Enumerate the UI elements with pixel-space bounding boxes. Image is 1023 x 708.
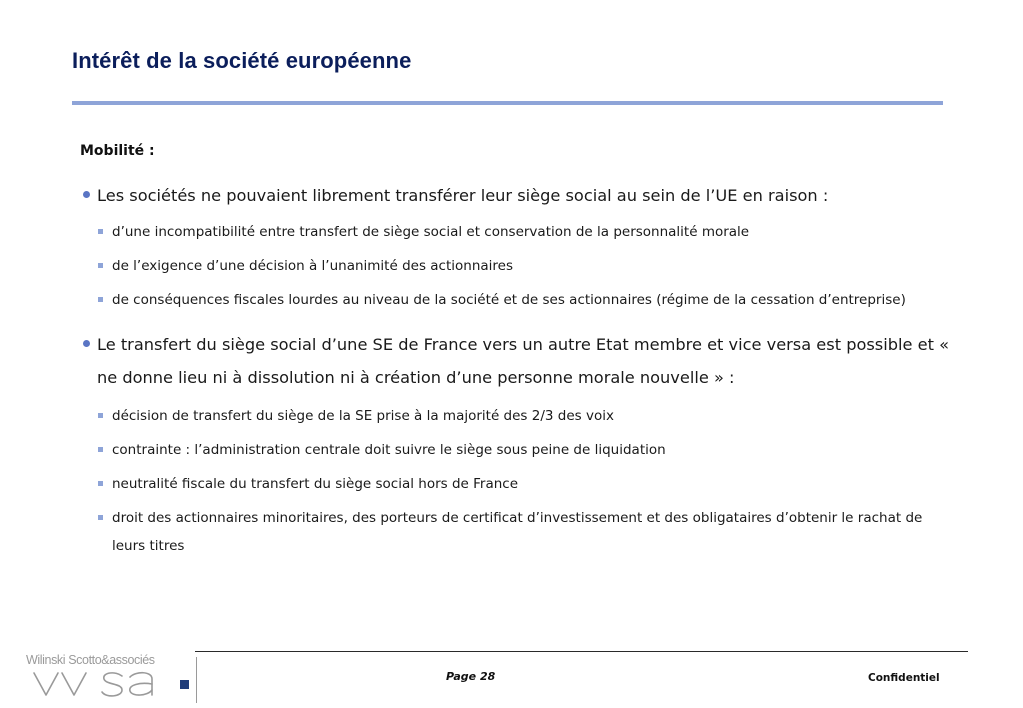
sub-bullet-item	[97, 252, 950, 280]
logo-wordmark: Wilinski Scotto&associés	[26, 653, 155, 667]
title-divider	[72, 101, 943, 105]
sub-bullet-text: droit des actionnaires minoritaires, des porteurs de certificat d’investissement et des obligataires d’obtenir le rachat de leurs titres	[112, 510, 923, 554]
sub-bullet-text: d’une incompatibilité entre transfert de siège social et conservation de la personnalité morale	[112, 224, 750, 240]
sub-bullet-list	[80, 402, 950, 560]
bullet-text: Le transfert du siège social d’une SE de France vers un autre Etat membre et vice versa est possible et « ne donne lieu ni à dissolution ni à création d’une personne morale nouvelle » :	[97, 335, 949, 387]
logo-square-icon	[180, 680, 189, 689]
square-bullet-icon	[98, 263, 103, 268]
slide-body	[80, 143, 950, 566]
confidential-label: Confidentiel	[868, 672, 940, 684]
sub-bullet-text: de conséquences fiscales lourdes au niveau de la société et de ses actionnaires (régime de la cessation d’entreprise)	[112, 292, 906, 308]
sub-bullet-text: contrainte : l’administration centrale doit suivre le siège sous peine de liquidation	[112, 442, 666, 458]
sub-bullet-item	[97, 436, 950, 464]
square-bullet-icon	[98, 229, 103, 234]
square-bullet-icon	[98, 297, 103, 302]
sub-bullet-text: neutralité fiscale du transfert du siège social hors de France	[112, 476, 519, 492]
sub-bullet-text: de l’exigence d’une décision à l’unanimité des actionnaires	[112, 258, 513, 274]
bullet-dot-icon	[83, 191, 90, 198]
slide-title: Intérêt de la société européenne	[72, 48, 412, 73]
bullet-dot-icon	[83, 340, 90, 347]
sub-bullet-item	[97, 286, 950, 314]
bullet-item	[80, 328, 950, 394]
company-logo	[24, 653, 199, 705]
square-bullet-icon	[98, 515, 103, 520]
logo-mark-icon	[24, 663, 184, 703]
sub-bullet-text: décision de transfert du siège de la SE prise à la majorité des 2/3 des voix	[112, 408, 614, 424]
square-bullet-icon	[98, 481, 103, 486]
page-number: Page 28	[446, 670, 496, 683]
sub-bullet-item	[97, 218, 950, 246]
logo-divider	[196, 657, 197, 703]
bullet-item	[80, 179, 950, 212]
sub-bullet-item	[97, 504, 950, 560]
section-label: Mobilité :	[80, 143, 155, 159]
square-bullet-icon	[98, 413, 103, 418]
sub-bullet-list	[80, 218, 950, 314]
bullet-text: Les sociétés ne pouvaient librement transférer leur siège social au sein de l’UE en raison :	[97, 186, 829, 205]
square-bullet-icon	[98, 447, 103, 452]
footer-divider	[195, 651, 968, 652]
sub-bullet-item	[97, 402, 950, 430]
sub-bullet-item	[97, 470, 950, 498]
